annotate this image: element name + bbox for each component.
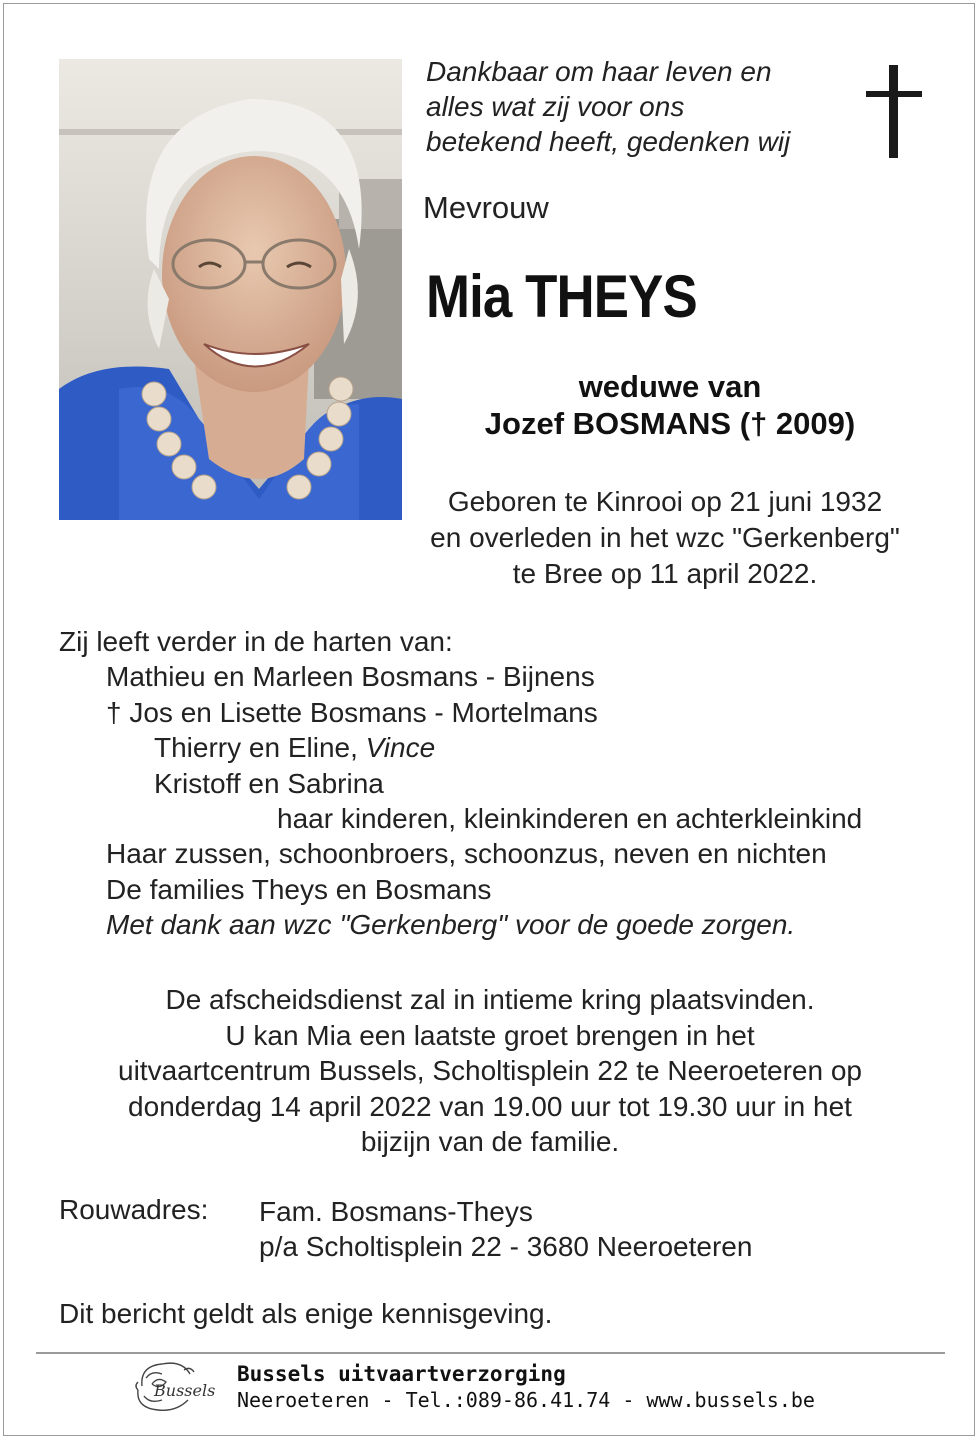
logo-wordmark: Bussels — [154, 1381, 216, 1400]
portrait-photo — [59, 59, 402, 520]
intro-line: betekend heeft, gedenken wij — [426, 126, 791, 157]
grandchild-names: Thierry en Eline, — [154, 732, 366, 764]
notice-text: Dit bericht geldt als enige kennisgeving. — [59, 1298, 553, 1329]
bussels-logo — [132, 1356, 224, 1416]
deceased-name: Mia THEYS — [426, 263, 697, 330]
footer-divider — [36, 1352, 945, 1354]
spouse-name: Jozef BOSMANS († 2009) — [484, 406, 856, 441]
address-label: Rouwadres: — [59, 1194, 209, 1225]
relation-line: haar kinderen, kleinkinderen en achterkleinkind — [277, 803, 863, 835]
honorific: Mevrouw — [423, 190, 549, 225]
survivor-line: De families Theys en Bosmans — [106, 873, 492, 905]
service-line: donderdag 14 april 2022 van 19.00 uur tot 19.30 uur in het — [128, 1090, 852, 1122]
birth-death-info — [395, 484, 935, 592]
thanks-line: Met dank aan wzc "Gerkenberg" voor de goede zorgen. — [106, 909, 796, 941]
widow-of — [420, 368, 920, 442]
survivor-line: Kristoff en Sabrina — [154, 767, 384, 799]
service-line: bijzijn van de familie. — [360, 1126, 620, 1157]
company-info — [237, 1361, 815, 1413]
service-line: uitvaartcentrum Bussels, Scholtisplein 22 te Neeroeteren op — [118, 1055, 862, 1086]
mourning-address — [259, 1194, 752, 1264]
survivor-line: Haar zussen, schoonbroers, schoonzus, neven en nichten — [106, 838, 827, 870]
widow-line: weduwe van — [578, 369, 762, 404]
birth-line: Geboren te Kinrooi op 21 juni 1932 — [447, 486, 883, 517]
address-line: p/a Scholtisplein 22 - 3680 Neeroeteren — [259, 1231, 753, 1262]
cross-icon — [866, 65, 922, 158]
intro-line: alles wat zij voor ons — [426, 91, 685, 122]
service-line: U kan Mia een laatste groet brengen in het — [225, 1019, 755, 1051]
intro-line: Dankbaar om haar leven en — [426, 56, 772, 87]
intro-text — [426, 54, 790, 159]
survivor-line: Mathieu en Marleen Bosmans - Bijnens — [106, 661, 595, 693]
survivors-heading: Zij leeft verder in de harten van: — [59, 626, 453, 657]
service-line: De afscheidsdienst zal in intieme kring plaatsvinden. — [165, 984, 815, 1015]
survivor-line: † Jos en Lisette Bosmans - Mortelmans — [106, 696, 598, 728]
death-line: en overleden in het wzc "Gerkenberg" — [430, 522, 900, 553]
survivor-line — [59, 730, 862, 765]
great-grandchild-name: Vince — [365, 732, 436, 764]
company-contact: Neeroeteren - Tel.:089-86.41.74 - www.bussels.be — [237, 1388, 815, 1412]
service-info — [59, 982, 921, 1160]
address-line: Fam. Bosmans-Theys — [259, 1196, 533, 1227]
company-name: Bussels uitvaartverzorging — [237, 1362, 566, 1386]
death-place-line: te Bree op 11 april 2022. — [512, 558, 818, 589]
survivors-list — [59, 624, 862, 943]
